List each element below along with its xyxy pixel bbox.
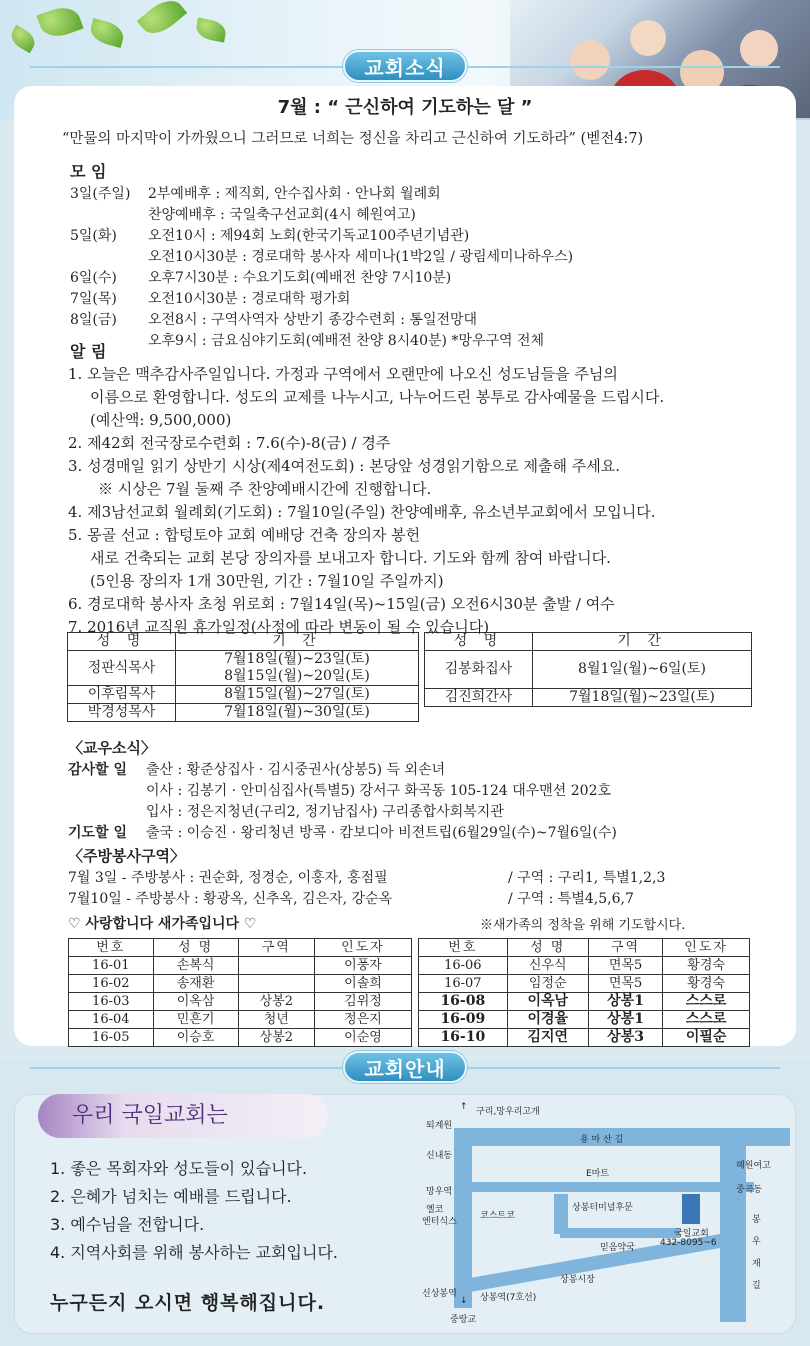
church-item: 1. 좋은 목회자와 성도들이 있습니다.: [50, 1159, 308, 1178]
newfamily-note: ※새가족의 정착을 위해 기도합시다.: [480, 918, 686, 933]
guide-banner: 교회안내: [343, 1051, 467, 1083]
newfamily-cell: 이경율: [507, 1011, 588, 1029]
map-north-arrow: ↑: [460, 1102, 468, 1112]
map-label: 코스트코: [480, 1211, 515, 1221]
newfamily-cell: 16-04: [69, 1011, 154, 1029]
church-map: [420, 1100, 790, 1325]
newfamily-cell: 황경숙: [663, 975, 750, 993]
newfamily-header: 성 명: [507, 939, 588, 957]
meetings-heading: 모 임: [70, 162, 107, 181]
vacation-name: 김봉화집사: [425, 651, 533, 689]
vacation-period: 7월18일(월)~30일(토): [176, 704, 419, 722]
meeting-text: 2부예배후 : 제직회, 안수집사회 · 안나회 월례회: [148, 186, 441, 202]
map-label: 중랑교: [450, 1315, 477, 1325]
newfamily-cell: 이솔희: [315, 975, 412, 993]
newfamily-header: 성 명: [153, 939, 238, 957]
meeting-text: 오후9시 : 금요심야기도회(예배전 찬양 8시40분) *망우구역 전체: [148, 333, 545, 349]
vacation-period: 8월15일(월)~20일(토): [224, 668, 370, 684]
map-label: 구리,망우리고개: [476, 1107, 540, 1117]
newfamily-cell: 황경숙: [663, 957, 750, 975]
vacation-period: 7월18일(월)~23일(토): [533, 689, 752, 707]
newfamily-cell: 이옥삼: [153, 993, 238, 1011]
vacation-table-left: [67, 632, 419, 722]
newfamily-cell: 상봉3: [588, 1029, 662, 1047]
leaf-decoration: [137, 0, 187, 41]
notice-line: 6. 경로대학 봉사자 초청 위로회 : 7월14일(목)~15일(금) 오전6시30분 출발 / 여수: [68, 595, 615, 613]
newfamily-cell: 이옥남: [507, 993, 588, 1011]
newfamily-cell: 김지연: [507, 1029, 588, 1047]
vacation-name: 정판식목사: [68, 651, 176, 686]
newfamily-cell: 16-02: [69, 975, 154, 993]
meeting-text: 오후7시30분 : 수요기도회(예배전 찬양 7시10분): [148, 270, 452, 286]
newfamily-cell: 신우식: [507, 957, 588, 975]
meeting-day: 5일(화): [70, 228, 117, 244]
notice-line: (5인용 장의자 1개 30만원, 기간 : 7월10일 주일까지): [90, 572, 444, 590]
meeting-day: 7일(목): [70, 291, 117, 307]
map-south-arrow: ↓: [460, 1296, 468, 1306]
meeting-day: 6일(수): [70, 270, 117, 286]
newfamily-cell: 16-01: [69, 957, 154, 975]
map-label: 봉: [752, 1215, 761, 1225]
vacation-period: 8월1일(월)~6일(토): [533, 651, 752, 689]
vacation-header-name: 성 명: [425, 633, 533, 651]
members-heading: 〈교우소식〉: [68, 739, 156, 757]
newfamily-cell: 스스로: [663, 993, 750, 1011]
meeting-day: 3일(주일): [70, 186, 131, 202]
newfamily-table-left: [68, 938, 412, 1047]
church-item: 3. 예수님을 전합니다.: [50, 1215, 205, 1234]
newfamily-cell: 16-05: [69, 1029, 154, 1047]
meeting-day: 8일(금): [70, 312, 117, 328]
newfamily-cell: 상봉2: [238, 993, 314, 1011]
vacation-period: 7월18일(월)~23일(토): [224, 651, 370, 667]
map-label: 길: [752, 1281, 761, 1291]
map-label: 신상봉역: [422, 1289, 457, 1299]
newfamily-cell: 손복식: [153, 957, 238, 975]
newfamily-cell: [238, 975, 314, 993]
notices-heading: 알 림: [70, 342, 107, 361]
leaf-decoration: [7, 25, 39, 54]
member-text: 이사 : 김봉기 · 안미심집사(특별5) 강서구 화곡동 105-124 대우맨션 202호: [146, 783, 611, 799]
newfamily-cell: 16-03: [69, 993, 154, 1011]
month-title: 7월 : “ 근신하여 기도하는 달 ”: [277, 97, 533, 118]
kitchen-right: / 구역 : 특별4,5,6,7: [508, 891, 634, 907]
kitchen-left: 7월10일 - 주방봉사 : 황광옥, 신추옥, 김은자, 강순옥: [68, 891, 393, 907]
newfamily-cell: 이필순: [663, 1029, 750, 1047]
map-label: 상봉역(7호선): [480, 1293, 537, 1303]
kitchen-right: / 구역 : 구리1, 특별1,2,3: [508, 870, 666, 886]
vacation-header-period: 기 간: [533, 633, 752, 651]
member-text: 출국 : 이승진 · 왕리청년 방콕 · 캄보디아 비젼트립(6월29일(수)~7월6일(수): [146, 825, 617, 841]
newfamily-cell: 면목5: [588, 957, 662, 975]
newfamily-cell: 이승호: [153, 1029, 238, 1047]
kitchen-heading: 〈주방봉사구역〉: [68, 847, 185, 865]
member-text: 입사 : 정은지청년(구리2, 정기남집사) 구리종합사회복지관: [146, 804, 504, 820]
map-label: 망우역: [426, 1187, 453, 1197]
newfamily-header: 인도자: [315, 939, 412, 957]
vacation-period: 8월15일(월)~27일(토): [176, 686, 419, 704]
notice-line: 7. 2016년 교직원 휴가일정(사정에 따라 변동이 될 수 있습니다): [68, 618, 490, 636]
vacation-name: 이후림목사: [68, 686, 176, 704]
notice-line: 3. 성경매일 읽기 상반기 시상(제4여전도회) : 본당앞 성경읽기함으로 제출해 주세요.: [68, 457, 620, 475]
newfamily-cell: 송재환: [153, 975, 238, 993]
church-item: 2. 은혜가 넘치는 예배를 드립니다.: [50, 1187, 292, 1206]
map-label: 용 마 산 길: [580, 1135, 624, 1145]
meeting-text: 오전10시 : 제94회 노회(한국기독교100주년기념관): [148, 228, 470, 244]
news-banner: 교회소식: [343, 50, 467, 82]
newfamily-table-right: [418, 938, 750, 1047]
newfamily-cell: 임정순: [507, 975, 588, 993]
notice-line: 5. 몽골 선교 : 합텅토야 교회 예배당 건축 장의자 봉헌: [68, 526, 421, 544]
newfamily-cell: 민흔기: [153, 1011, 238, 1029]
newfamily-cell: 16-10: [419, 1029, 508, 1047]
map-label: 상봉시장: [560, 1275, 595, 1285]
map-label: E마트: [586, 1169, 610, 1179]
newfamily-cell: 상봉2: [238, 1029, 314, 1047]
newfamily-cell: 정은지: [315, 1011, 412, 1029]
map-label: 재: [752, 1259, 761, 1269]
notice-line: (예산액: 9,500,000): [90, 411, 232, 429]
map-label: 432-8095~6: [660, 1238, 717, 1248]
newfamily-header: 인도자: [663, 939, 750, 957]
newfamily-header: 번호: [419, 939, 508, 957]
map-road: [560, 1228, 680, 1238]
vacation-table-right: [424, 632, 752, 707]
map-label: 옐코: [426, 1205, 444, 1215]
map-label: 상봉터미널후문: [572, 1203, 633, 1213]
map-label: 혜원여고: [736, 1161, 771, 1171]
map-label: 국일교회: [674, 1229, 709, 1239]
member-text: 출산 : 황준상집사 · 김시중권사(상봉5) 득 외손녀: [146, 762, 446, 778]
newfamily-heading: ♡ 사랑합니다 새가족입니다 ♡: [68, 916, 257, 932]
notice-line: 새로 건축되는 교회 본당 장의자를 보내고자 합니다. 기도와 함께 참여 바랍니다.: [90, 549, 611, 567]
member-label: 감사할 일: [68, 762, 127, 778]
notice-line: 2. 제42회 전국장로수련회 : 7.6(수)-8(금) / 경주: [68, 434, 391, 452]
member-label: 기도할 일: [68, 825, 127, 841]
newfamily-cell: 16-08: [419, 993, 508, 1011]
newfamily-header: 번호: [69, 939, 154, 957]
vacation-name: 김진희간사: [425, 689, 533, 707]
newfamily-cell: 16-06: [419, 957, 508, 975]
map-label: 퇴계원: [426, 1121, 453, 1131]
vacation-header-period: 기 간: [176, 633, 419, 651]
map-road: [454, 1182, 754, 1192]
notice-line: ※ 시상은 7월 둘째 주 찬양예배시간에 진행합니다.: [98, 480, 432, 498]
meeting-text: 오전10시30분 : 경로대학 봉사자 세미나(1박2일 / 광림세미나하우스): [148, 249, 574, 265]
meeting-text: 오전10시30분 : 경로대학 평가회: [148, 291, 351, 307]
church-title: 우리 국일교회는: [38, 1094, 328, 1138]
newfamily-cell: 스스로: [663, 1011, 750, 1029]
leaf-decoration: [88, 18, 127, 48]
newfamily-cell: 김위정: [315, 993, 412, 1011]
newfamily-cell: 상봉1: [588, 1011, 662, 1029]
notice-line: 4. 제3남선교회 월례회(기도회) : 7월10일(주일) 찬양예배후, 유소년부교회에서 모입니다.: [68, 503, 656, 521]
newfamily-cell: 이풍자: [315, 957, 412, 975]
verse: “만물의 마지막이 가까웠으니 그러므로 너희는 정신을 차리고 근신하여 기도하라” (벧전4:7): [62, 131, 644, 147]
map-label: 엔터식스: [422, 1217, 457, 1227]
map-label: 믿음약국: [600, 1243, 635, 1253]
newfamily-cell: 상봉1: [588, 993, 662, 1011]
map-label: 중곡동: [736, 1185, 763, 1195]
newfamily-cell: 16-07: [419, 975, 508, 993]
vacation-name: 박경성목사: [68, 704, 176, 722]
notice-line: 1. 오늘은 맥추감사주일입니다. 가정과 구역에서 오랜만에 나오신 성도님들을 주님의: [68, 365, 618, 383]
church-closing: 누구든지 오시면 행복해집니다.: [50, 1292, 326, 1314]
newfamily-cell: 청년: [238, 1011, 314, 1029]
meeting-text: 오전8시 : 구역사역자 상반기 종강수련회 : 통일전망대: [148, 312, 478, 328]
newfamily-cell: 면목5: [588, 975, 662, 993]
vacation-header-name: 성 명: [68, 633, 176, 651]
map-label: 신내동: [426, 1151, 453, 1161]
church-item: 4. 지역사회를 위해 봉사하는 교회입니다.: [50, 1243, 338, 1262]
newfamily-cell: 이순영: [315, 1029, 412, 1047]
map-label: 우: [752, 1237, 761, 1247]
kitchen-left: 7월 3일 - 주방봉사 : 권순화, 정경순, 이홍자, 홍점필: [68, 870, 388, 886]
newfamily-cell: [238, 957, 314, 975]
newfamily-header: 구역: [238, 939, 314, 957]
church-building-icon: [682, 1194, 700, 1224]
leaf-decoration: [36, 2, 83, 42]
leaf-decoration: [194, 18, 227, 43]
newfamily-header: 구역: [588, 939, 662, 957]
newfamily-cell: 16-09: [419, 1011, 508, 1029]
notice-line: 이름으로 환영합니다. 성도의 교제를 나누시고, 나누어드린 봉투로 감사예물을 드립시다.: [90, 388, 665, 406]
meeting-text: 찬양예배후 : 국일축구선교회(4시 혜원여고): [148, 207, 416, 223]
